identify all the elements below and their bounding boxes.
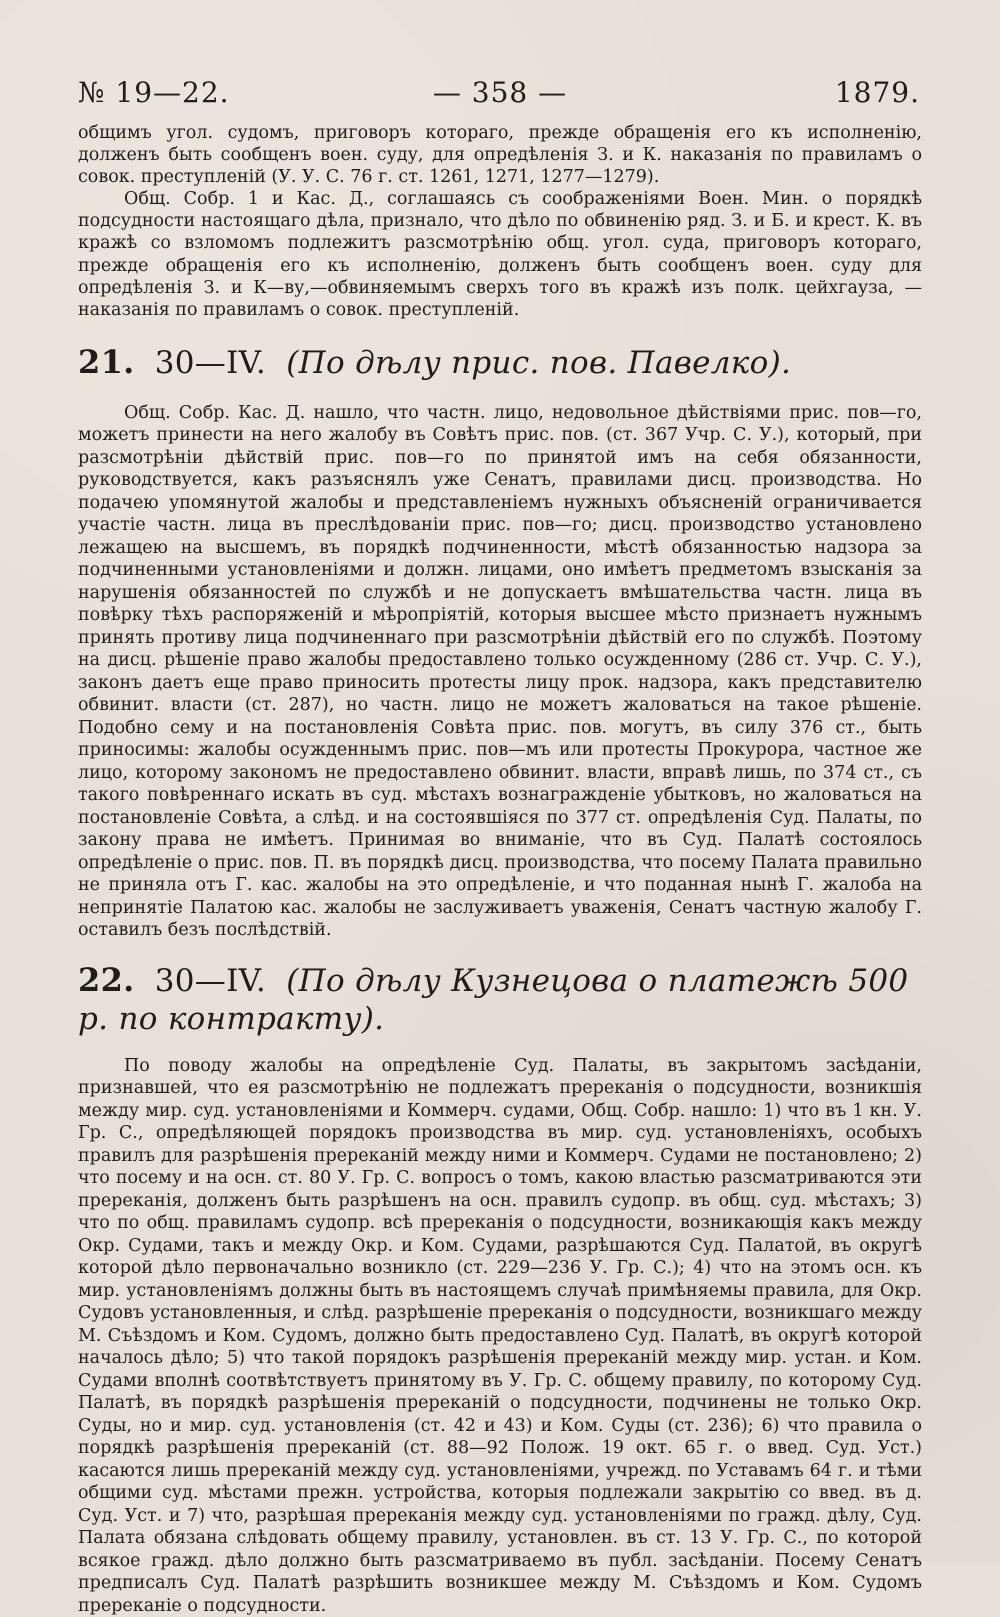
section-22-date: 30—IV. — [154, 962, 267, 999]
section-22-case: (По дѣлу Кузнецова о платежѣ 500 р. по контракту). — [78, 962, 909, 1037]
paragraph-1: общимъ угол. судомъ, приговоръ котораго, прежде обращенія его къ исполненію, долженъ быть сообщенъ воен. суду, для опредѣленія З. и К. наказанія по правиламъ о совок. преступленій (У. У. С. 76 г. ст. 1261, 1271, 1277—1279). — [78, 123, 922, 188]
paragraph-3: Общ. Собр. Кас. Д. нашло, что частн. лицо, недовольное дѣйствіями прис. пов—го, можетъ принести на него жалобу въ Совѣтъ прис. пов. (ст. 367 Учр. С. У.), который, при разсмотрѣніи дѣйствій прис. пов—го по принятой имъ на себя обязанности, руководствуется, какъ разъяснялъ уже Сенатъ, правилами дисц. производства. Но подачею упомянутой жалобы и представленіемъ нужныхъ объясненій ограничивается участіе частн. лица въ преслѣдованіи прис. пов—го; дисц. производство установлено лежащею на высшемъ, въ порядкѣ подчиненности, мѣстѣ обязанностью надзора за подчиненными установленіями и должн. лицами, оно имѣетъ предметомъ взысканія за нарушенія обязанностей по службѣ и не допускаетъ вмѣшательства частн. лица въ повѣрку тѣхъ распоряженій и мѣропріятій, которыя высшее мѣсто признаетъ нужнымъ принять противу лица подчиненнаго при разсмотрѣніи дѣйствій его по службѣ. Поэтому на дисц. рѣшеніе право жалобы предоставлено только осужденному (286 ст. Учр. С. У.), законъ даетъ еще право приносить протесты лицу прок. надзора, какъ представителю обвинит. власти (ст. 287), но частн. лицо не можетъ жаловаться на такое рѣшеніе. Подобно сему и на постановленія Совѣта прис. пов. могутъ, въ силу 376 ст., быть приносимы: жалобы осужденнымъ прис. пов—мъ или протесты Прокурора, частное же лицо, которому закономъ не предоставлено обвинит. власти, вправѣ лишь, по 374 ст., съ такого повѣреннаго искать въ суд. мѣстахъ вознагражденіе убытковъ, но жаловаться на постановленіе Совѣта, а слѣд. и на состоявшіяся по 377 ст. опредѣленія Суд. Палаты, по закону права не имѣетъ. Принимая во вниманіе, что въ Суд. Палатѣ состоялось опредѣленіе о прис. пов. П. въ порядкѣ дисц. производства, что посему Палата правильно не приняла отъ Г. кас. жалобы на это опредѣленіе, и что поданная нынѣ Г. жалоба на непринятіе Палатою кас. жалобы не заслуживаетъ уваженія, Сенатъ частную жалобу Г. оставилъ безъ послѣдствій. — [78, 402, 922, 941]
header-left: № 19—22. — [78, 76, 230, 109]
section-21-case: (По дѣлу прис. пов. Павелко). — [286, 344, 792, 381]
page-number: — 358 — — [432, 76, 568, 109]
section-21-number: 21. — [78, 342, 135, 381]
section-22-number: 22. — [78, 960, 135, 999]
header-year: 1879. — [834, 76, 920, 109]
page-header — [78, 76, 922, 118]
paragraph-2: Общ. Собр. 1 и Кас. Д., соглашаясь съ соображеніями Воен. Мин. о порядкѣ подсудности настоящаго дѣла, признало, что дѣло по обвиненію ряд. З. и Б. и крест. К. въ кражѣ со взломомъ подлежитъ разсмотрѣнію общ. угол. суда, приговоръ котораго, прежде обращенія его къ исполненію, долженъ быть сообщенъ воен. суду для опредѣленія З. и К—ву,—обвиняемымъ сверхъ того въ кражѣ изъ полк. цейхгауза, — наказанія по правиламъ о совок. преступленій. — [78, 189, 922, 320]
paragraph-4: По поводу жалобы на опредѣленіе Суд. Палаты, въ закрытомъ засѣданіи, признавшей, что ея разсмотрѣнію не подлежатъ пререканія о подсудности, возникшія между мир. суд. установленіями и Коммерч. судами, Общ. Собр. нашло: 1) что въ 1 кн. У. Гр. С., опредѣляющей порядокъ производства въ мир. суд. установленіяхъ, особыхъ правилъ для разрѣшенія пререканій между ними и Коммерч. Судами не постановлено; 2) что посему и на осн. ст. 80 У. Гр. С. вопросъ о томъ, какою властью разсматриваются эти пререканія, долженъ быть разрѣшенъ на осн. правилъ судопр. въ общ. суд. мѣстахъ; 3) что по общ. правиламъ судопр. всѣ пререканія о подсудности, возникающія какъ между Окр. Судами, такъ и между Окр. и Ком. Судами, разрѣшаются Суд. Палатой, въ округѣ которой дѣло первоначально возникло (ст. 229—236 У. Гр. С.); 4) что на этомъ осн. къ мир. установленіямъ должны быть въ настоящемъ случаѣ примѣняемы правила, для Окр. Судовъ установленныя, и слѣд. разрѣшеніе пререканія о подсудности, возникшаго между М. Съѣздомъ и Ком. Судомъ, должно быть предоставлено Суд. Палатѣ, въ округѣ которой началось дѣло; 5) что такой порядокъ разрѣшенія пререканій между мир. устан. и Ком. Судами вполнѣ соотвѣтствуетъ принятому въ У. Гр. С. общему правилу, по которому Суд. Палатѣ, въ порядкѣ разрѣшенія пререканій о подсудности, подчинены не только Окр. Суды, но и мир. суд. установленія (ст. 42 и 43) и Ком. Суды (ст. 236); 6) что правила о порядкѣ разрѣшенія пререканій (ст. 88—92 Полож. 19 окт. 65 г. о введ. Суд. Уст.) касаются лишь пререканій между суд. установленіями, учрежд. по Уставамъ 64 г. и тѣми общими суд. мѣстами прежн. устройства, которыя подлежали закрытію со введ. въ д. Суд. Уст. и 7) что, разрѣшая пререканія между суд. установленіями по гражд. дѣлу, Суд. Палата обязана слѣдовать общему правилу, установлен. въ ст. 13 У. Гр. С., по которой всякое гражд. дѣло должно быть разсматриваемо въ публ. засѣданіи. Посему Сенатъ предписалъ Суд. Палатѣ разрѣшить возникшее между М. Съѣздомъ и Ком. Судомъ пререканіе о подсудности. — [78, 1055, 922, 1616]
section-21-date: 30—IV. — [154, 344, 267, 381]
section-21-title — [78, 343, 922, 382]
section-22-title — [78, 961, 922, 1038]
